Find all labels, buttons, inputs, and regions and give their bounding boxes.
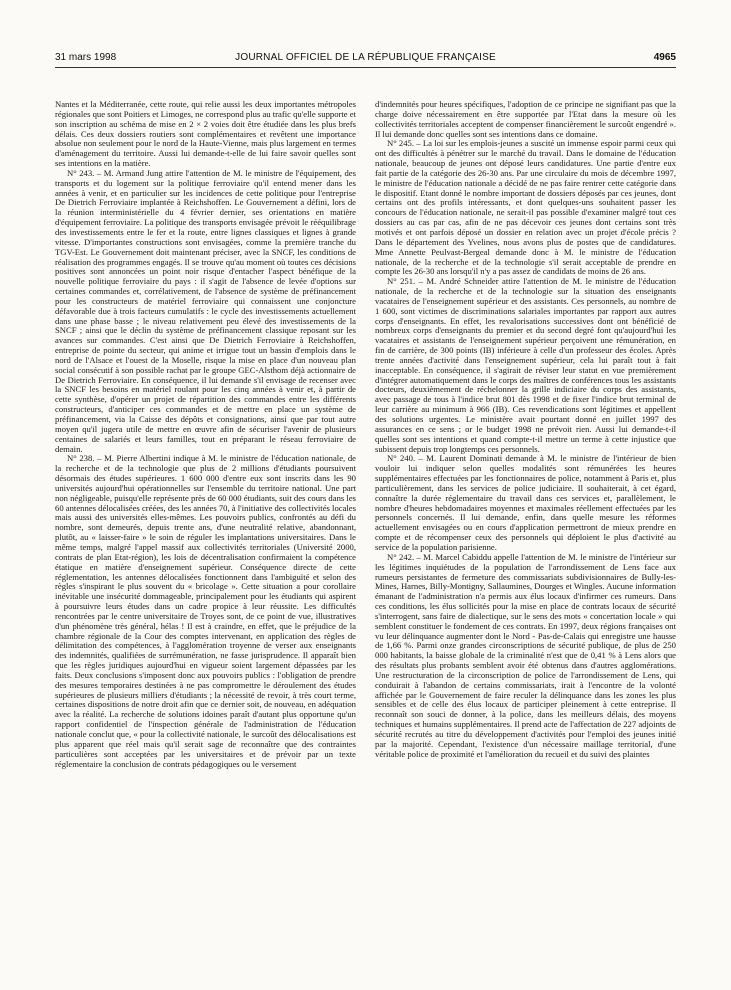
question-238: N° 238. – M. Pierre Albertini indique à M. le ministre de l'éducation nationale, de la recherche et de la technologie que plus de 2 millions d'étudiants poursuivent désormais des études supérieures. 1 600 000 d'entre eux sont inscrits dans les 90 universités aujourd'hui opérationnelles sur l'ensemble du territoire national. Une part non négligeable, puisqu'elle représente près de 60 000 étudiants, suit des cours dans les 60 antennes délocalisées créées, des les années 70, à l'initiative des collectivités locales mais aussi des universités elles-mêmes. Les pouvoirs publics, confrontés au défi du nombre, sont demeurés, depuis trente ans, d'une neutralité relative, abandonnant, plutôt, au « laisser-faire » le soin de réguler les implantations universitaires. Dans le même temps, malgré l'appel massif aux collectivités territoriales (Université 2000, contrats de plan Etat-région), les lois de décentralisation confirmaient la compétence étatique en matière d'enseignement supérieur. Conséquence directe de cette réglementation, les antennes délocalisées fonctionnent dans l'ambiguïté et selon des règles s'inspirant le plus souvent du « bricolage ». Cette situation a pour corollaire inévitable une insécurité dommageable, principalement pour les étudiants qui aspirent à poursuivre leurs études dans un cadre propice à leur réussite. Les difficultés rencontrées par le centre universitaire de Troyes sont, de ce point de vue, illustratives d'un phénomène très général, hélas ! Il est à craindre, en effet, que le préjudice de la chambre régionale de la Cour des comptes intervenant, en application des règles de délimitation des compétences, à l'agglomération troyenne de verser aux enseignants des indemnités, qualifiées de surrémunération, ne fasse jurisprudence. Il apparaît bien que les règles juridiques aujourd'hui en vigueur soient largement dépassées par les faits. Deux conclusions s'imposent donc aux pouvoirs publics : l'obligation de prendre des mesures temporaires destinées à ne pas compromettre le déroulement des études supérieures de plusieurs milliers d'étudiants ; la nécessité de revoir, à très court terme, certaines dispositions de notre droit afin que ce dernier soit, de nouveau, en adéquation avec la réalité. La recherche de solutions idoines paraît d'autant plus opportune qu'un rapport confidentiel de l'inspection générale de l'administration de l'éducation nationale conclut que, « pour la collectivité nationale, le surcoût des délocalisations est plus apparent que réel mais qu'il serait sage de reconnaître que des contraintes particulières sont acceptées par les universitaires et de prévoir par un texte réglementaire la conclusion de contrats pédagogiques ou le versement	[55, 453, 356, 769]
issue-date: 31 mars 1998	[55, 52, 117, 63]
page-number: 4965	[653, 52, 676, 63]
page-header	[55, 52, 676, 68]
question-251: N° 251. – M. André Schneider attire l'attention de M. le ministre de l'éducation nationale, de la recherche et de la technologie sur la situation des enseignants vacataires de l'enseignement supérieur et des assistants. Ces personnels, au nombre de 1 600, sont victimes de discriminations salariales importantes par rapport aux autres corps d'enseignants. En effet, les revalorisations successives dont ont bénéficié de nombreux corps d'enseignants du premier et du second degré font qu'aujourd'hui les vacataires et assistants de l'enseignement supérieur perçoivent une rémunération, en fin de carrière, de 300 points (IB) inférieure à celle d'un professeur des écoles. Après trente années d'activité dans l'enseignement supérieur, cela lui paraît tout à fait inacceptable. En conséquence, il s'agirait de réviser leur statut en vue premièrement d'intégrer automatiquement dans le corps des maîtres de conférences tous les assistants docteurs, deuxièmement de réchelonner la grille indiciaire du corps des assistants, avec passage de tous à l'indice brut 801 dès 1998 et de fixer l'indice brut terminal de leur carrière au minimum à 966 (IB). Ces revendications sont légitimes et appellent des solutions urgentes. Le ministère avait pourtant donné en juillet 1997 des assurances en ce sens ; or le budget 1998 ne prévoit rien. Aussi lui demande-t-il quelles sont ses intentions et quand compte-t-il mettre un terme à cette injustice que subissent depuis trop longtemps ces personnels.	[375, 276, 676, 454]
question-240: N° 240. – M. Laurent Dominati demande à M. le ministre de l'intérieur de bien vouloir lui indiquer selon quelles modalités sont rémunérées les heures supplémentaires effectuées par les fonctionnaires de police, notamment à Paris et, plus particulièrement, dans les services de police judiciaire. Il souhaiterait, à cet égard, connaître la durée réglementaire du travail dans ces services et, parallèlement, le nombre d'heures hebdomadaires moyennes et maximales réellement effectuées par les personnels concernés. Il lui demande, enfin, dans quelle mesure les réformes actuellement envisagées ou en cours d'application permettront de mieux prendre en compte et de récompenser ceux des personnels qui déploient le plus d'activité au service de la population parisienne.	[375, 453, 676, 552]
left-column	[55, 100, 356, 980]
right-column	[375, 100, 676, 980]
header-rule	[55, 67, 676, 68]
question-243: N° 243. – M. Armand Jung attire l'attention de M. le ministre de l'équipement, des transports et du logement sur la politique ferroviaire qu'il entend mener dans les années à venir, et en particulier sur les incidences de cette politique pour l'entreprise De Dietrich Ferroviaire implantée à Reichshoffen. Le Gouvernement a défini, lors de la réunion interministérielle du 4 février dernier, ses orientations en matière d'équipement ferroviaire. La politique des transports envisagée prévoit le rééquilibrage des investissements entre le fer et la route, entre lignes classiques et lignes à grande vitesse. D'importantes constructions sont envisagées, comme la première tranche du TGV-Est. Le Gouvernement doit maintenant préciser, avec la SNCF, les conditions de réalisation des programmes engagés. Il se trouve qu'au moment où toutes ces décisions positives sont annoncées un point noir risque d'entacher l'aspect bénéfique de la nouvelle politique ferroviaire du pays : il s'agit de l'absence de levée d'options sur certaines commandes et, corrélativement, de l'absence de système de préfinancement pour les constructeurs de matériel ferroviaire qui connaissent une conjoncture défavorable due à trois facteurs cumulatifs : le cycle des investissements actuellement dans une phase basse ; le niveau relativement peu élevé des investissements de la SNCF ; ainsi que le déclin du système de préfinancement classique reposant sur les avances sur commandes. C'est ainsi que De Dietrich Ferroviaire à Reichshoffen, entreprise de pointe du secteur, qui anime et irrigue tout un bassin d'emplois dans le nord de l'Alsace et l'ouest de la Moselle, risque la mise en place d'un nouveau plan social consécutif à son possible rachat par le groupe GEC-Alsthom déjà actionnaire de De Dietrich Ferroviaire. En conséquence, il lui demande s'il envisage de recenser avec la SNCF les besoins en matériel roulant pour les cinq années à venir et, à partir de cette synthèse, d'opérer un projet de répartition des commandes entre les différents constructeurs, d'anticiper ces commandes et de mettre en place un système de préfinancement, via la Caisse des dépôts et consignations, ainsi que par tout autre moyen qu'il jugera utile de mettre en œuvre afin de sécuriser l'avenir de plusieurs centaines de salariés et leurs familles, tout en préparant le réseau ferroviaire de demain.	[55, 167, 356, 454]
text-columns	[55, 100, 676, 980]
paragraph-continuation-238: d'indemnités pour heures spécifiques, l'adoption de ce principe ne signifiant pas que la charge doive nécessairement en être supportée par l'Etat dans la mesure où les collectivités territoriales acceptent de compenser financièrement le surcoût engendré ». Il lui demande donc quelles sont ses intentions dans ce domaine.	[375, 100, 676, 139]
journal-title: JOURNAL OFFICIEL DE LA RÉPUBLIQUE FRANÇAISE	[235, 52, 496, 63]
question-242: N° 242. – M. Marcel Cabiddu appelle l'attention de M. le ministre de l'intérieur sur les légitimes inquiétudes de la population de l'arrondissement de Lens face aux rumeurs persistantes de fermeture des commissariats subdivisionnaires de Bully-les-Mines, Harnes, Billy-Montigny, Sallaumines, Dourges et Wingles. Aucune information émanant de l'administration n'a permis aux élus locaux d'infirmer ces rumeurs. Dans ces conditions, les élus sollicités pour la mise en place de contrats locaux de sécurité s'interrogent, sans faire de dialectique, sur le sens des mots « concertation locale » qui semblent constituer le fondement de ces contrats. En 1997, deux régions françaises ont vu leur délinquance augmenter dont le Nord - Pas-de-Calais qui enregistre une hausse de 1,66 %. Parmi onze grandes circonscriptions de sécurité publique, de plus de 250 000 habitants, la baisse globale de la criminalité n'est que de 0,41 % à Lens alors que des résultats plus probants semblent avoir été obtenus dans d'autres agglomérations. Une restructuration de la circonscription de police de l'arrondissement de Lens, qui conduirait à l'abandon de certains commissariats, irait à l'encontre de la volonté affichée par le Gouvernement de faire reculer la délinquance dans les zones les plus sensibles et de celle des élus locaux de participer pleinement à cette entreprise. Il reconnaît son souci de donner, à la police, dans les meilleurs délais, des moyens techniques et humains supplémentaires. Il prend acte de l'affectation de 227 adjoints de sécurité recrutés au titre du développement d'activités pour l'emploi des jeunes initié par la majorité. Cependant, l'existence d'un nécessaire maillage territorial, d'une véritable police de proximité et l'amélioration du recueil et du suivi des plaintes	[375, 551, 676, 759]
question-245: N° 245. – La loi sur les emplois-jeunes a suscité un immense espoir parmi ceux qui ont des difficultés à pénétrer sur le marché du travail. Dans le domaine de l'éducation nationale, beaucoup de jeunes ont déposé leurs candidatures. Une partie d'entre eux fait partie de la catégorie des 26-30 ans. Par une circulaire du mois de décembre 1997, le ministre de l'éducation nationale a décidé de ne pas faire rentrer cette catégorie dans le dispositif. Etant donné le nombre important de dossiers déposés par ces jeunes, dont certains ont des profils intéressants, et dont quelques-uns souhaitent passer les concours de l'éducation nationale, ne serait-il pas possible d'examiner malgré tout ces dossiers au cas par cas, afin de ne pas décevoir ces jeunes dont certains sont très motivés et ont parfois déposé un dossier en relation avec un projet d'école précis ? Dans le département des Yvelines, nous avons plus de postes que de candidatures. Mme Annette Peulvast-Bergeal demande donc à M. le ministre de l'éducation nationale, de la recherche et de la technologie s'il serait acceptable de prendre en compte les 26-30 ans lorsqu'il n'y a pas assez de candidats de moins de 26 ans.	[375, 138, 676, 277]
paragraph-continuation: Nantes et la Méditerranée, cette route, qui relie aussi les deux importantes métropoles régionales que sont Poitiers et Limoges, ne correspond plus au trafic qu'elle supporte et son inscription au schéma de mise en 2 × 2 voies doit être étudiée dans les plus brefs délais. Ces deux dossiers routiers sont complémentaires et revêtent une importance absolue non seulement pour le nord de la Haute-Vienne, mais plus largement en termes d'aménagement du territoire. Aussi lui demande-t-elle de lui faire savoir quelles sont ses intentions en la matière.	[55, 100, 356, 169]
